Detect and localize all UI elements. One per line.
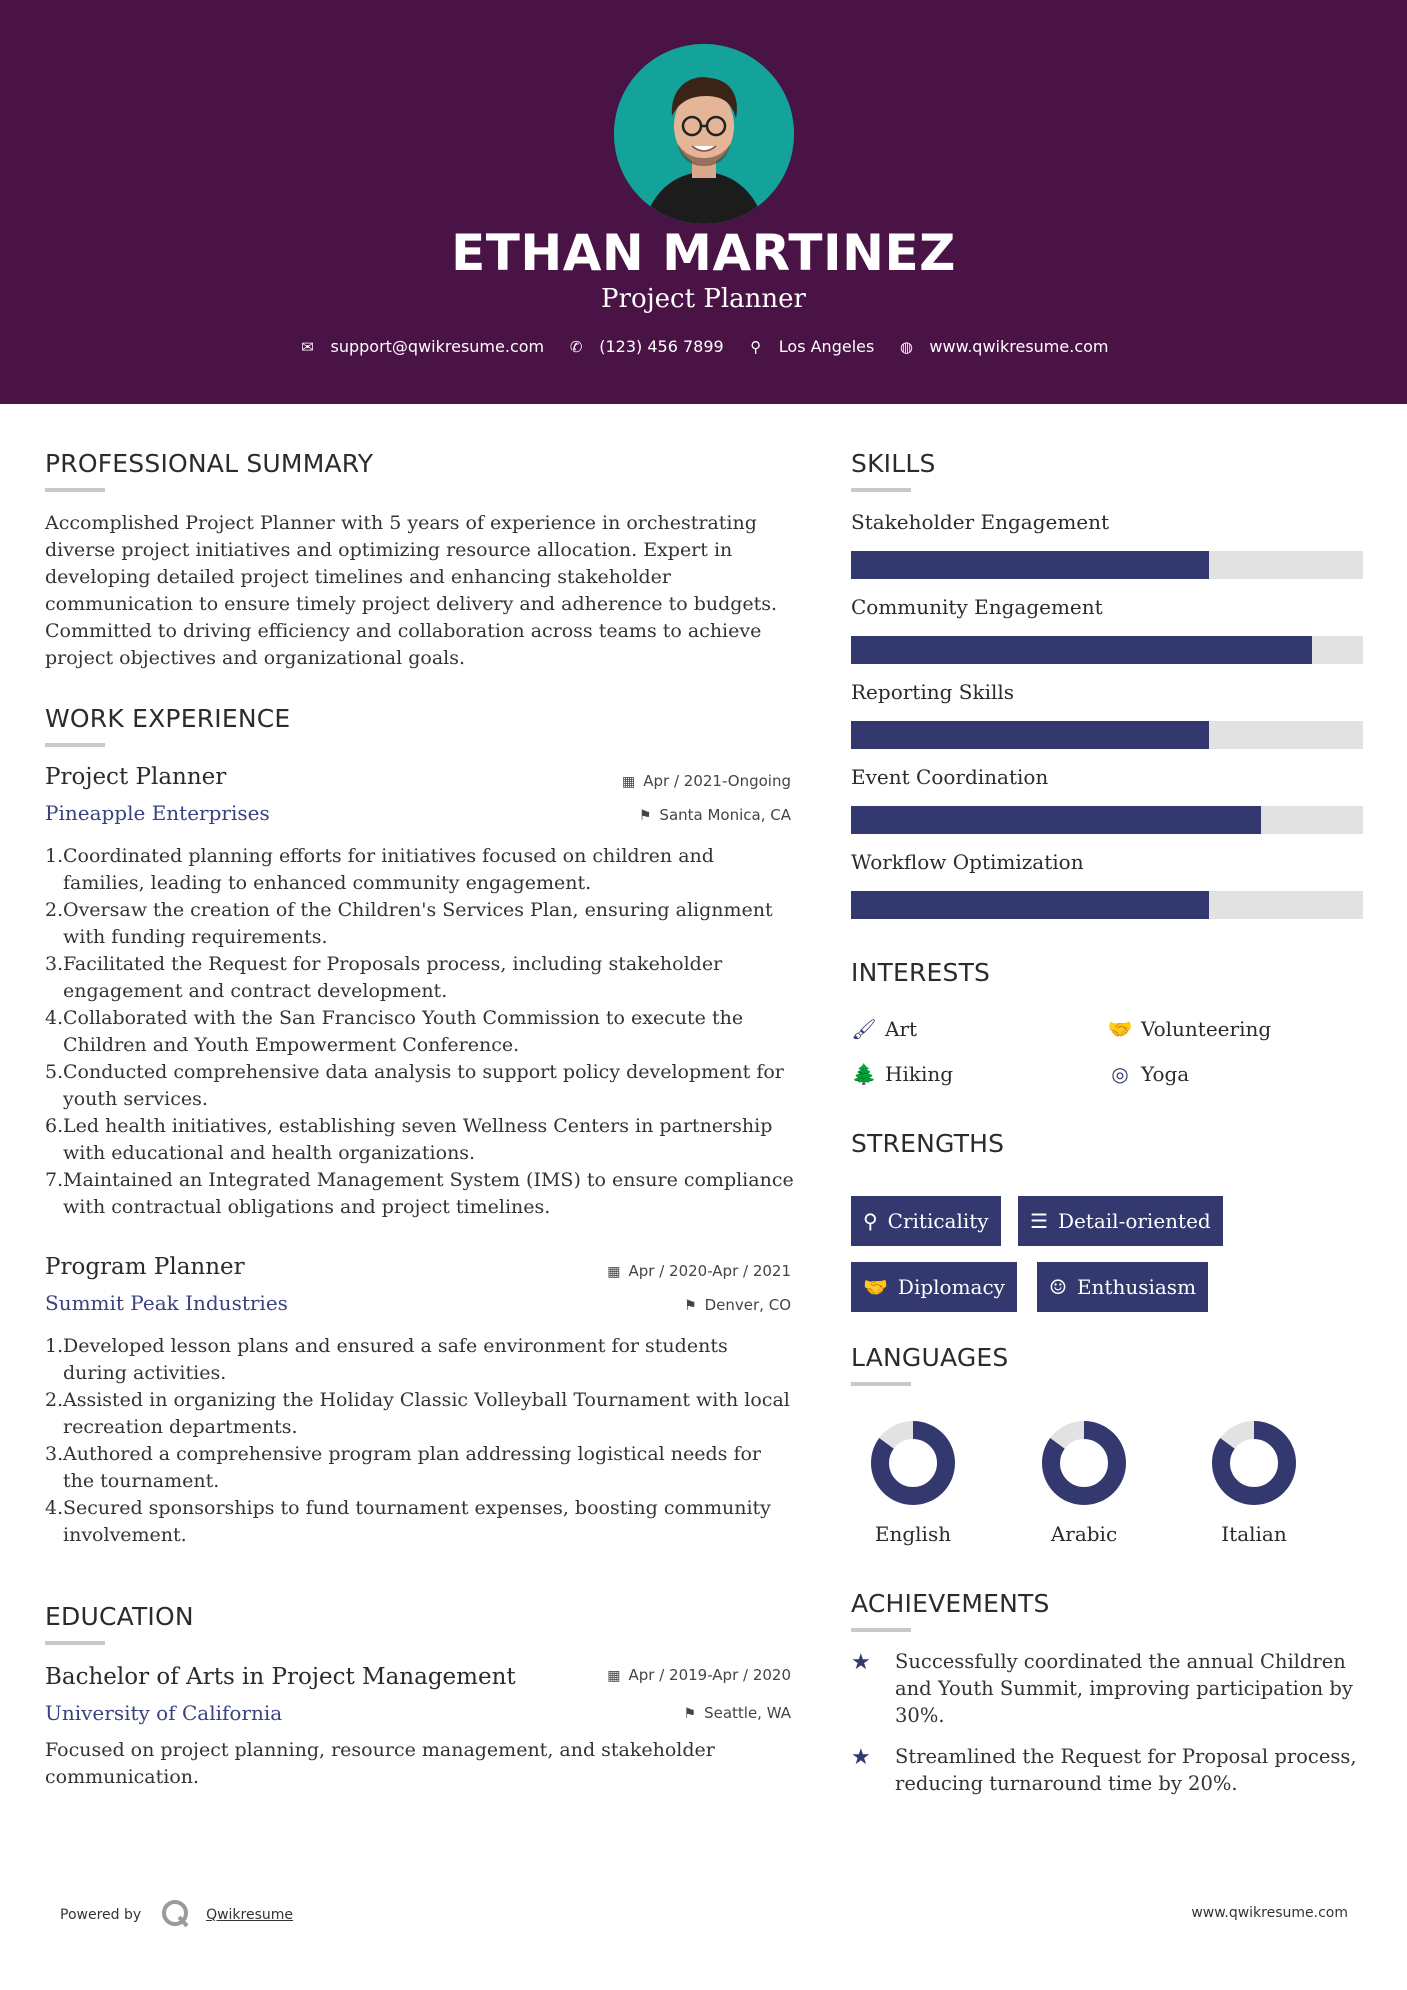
calendar-icon: ▦	[622, 774, 636, 790]
footer-site[interactable]: www.qwikresume.com	[1191, 1905, 1348, 1921]
achievements-underline	[851, 1628, 911, 1632]
pushpin-icon: ⚑	[684, 1298, 697, 1314]
skill-label: Event Coordination	[851, 765, 1049, 789]
person-avatar-icon	[614, 44, 794, 224]
list-item: Assisted in organizing the Holiday Classic Volleyball Tournament with local recreation departments.	[63, 1389, 790, 1438]
language-label: Arabic	[1050, 1522, 1118, 1546]
job-title: Program Planner	[45, 1254, 245, 1280]
languages-underline	[851, 1382, 911, 1386]
skill-bar-track	[851, 551, 1363, 579]
globe-icon: ◍	[899, 338, 913, 356]
contact-website[interactable]: ◍ www.qwikresume.com	[897, 337, 1108, 356]
pushpin-icon: ⚑	[683, 1706, 697, 1722]
list-item: Maintained an Integrated Management System (IMS) to ensure compliance with contractual obligations and project timelines.	[63, 1169, 794, 1218]
strength-chip: ⚲ Criticality	[851, 1196, 1001, 1246]
education-dates: ▦ Apr / 2019-Apr / 2020	[607, 1666, 791, 1684]
interest-hiking: 🌲 Hiking	[851, 1062, 954, 1086]
skill-bar-track	[851, 891, 1363, 919]
list-item: Oversaw the creation of the Children's Services Plan, ensuring alignment with funding requirements.	[63, 899, 773, 948]
skill-bar-track	[851, 636, 1363, 664]
contact-location: ⚲ Los Angeles	[747, 337, 875, 356]
list-item: Facilitated the Request for Proposals process, including stakeholder engagement and contract development.	[63, 953, 723, 1002]
phone-icon: ✆	[569, 338, 583, 356]
profile-photo	[614, 44, 794, 224]
paintbrush-icon: 🖌	[851, 1017, 877, 1041]
skill-bar-fill	[851, 806, 1261, 834]
strengths-heading: STRENGTHS	[851, 1129, 1005, 1158]
skill-bar-track	[851, 806, 1363, 834]
job-location: ⚑ Denver, CO	[684, 1296, 791, 1314]
star-icon: ★	[851, 1650, 871, 1675]
strength-chip: 🤝 Diplomacy	[851, 1262, 1017, 1312]
envelope-icon: ✉	[301, 338, 314, 356]
job-bullets	[45, 1333, 797, 1549]
list-item: Developed lesson plans and ensured a safe environment for students during activities.	[63, 1335, 728, 1384]
languages-heading: LANGUAGES	[851, 1343, 1009, 1372]
resume-header	[0, 0, 1407, 404]
skill-label: Stakeholder Engagement	[851, 510, 1110, 534]
lifebuoy-icon: ◎	[1111, 1062, 1129, 1086]
list-icon: ☰	[1030, 1209, 1048, 1233]
footer-powered-by: Powered by Qwikresume	[60, 1898, 293, 1932]
star-icon: ★	[851, 1745, 871, 1770]
job-location: ⚑ Santa Monica, CA	[638, 806, 791, 824]
calendar-icon: ▦	[607, 1264, 621, 1280]
list-item: Coordinated planning efforts for initiatives focused on children and families, leading to enhanced community engagement.	[63, 845, 714, 894]
job-bullets	[45, 843, 797, 1221]
job-company: Summit Peak Industries	[45, 1291, 288, 1315]
qwikresume-link[interactable]: Qwikresume	[206, 1907, 294, 1923]
summary-heading: PROFESSIONAL SUMMARY	[45, 449, 374, 478]
interest-yoga: ◎ Yoga	[1107, 1062, 1189, 1086]
job-title: Project Planner	[45, 764, 227, 790]
education-heading: EDUCATION	[45, 1602, 194, 1631]
interest-art: 🖌 Art	[851, 1017, 918, 1041]
list-item: Conducted comprehensive data analysis to support policy development for youth services.	[63, 1061, 784, 1110]
skill-label: Community Engagement	[851, 595, 1103, 619]
list-item: Led health initiatives, establishing seven Wellness Centers in partnership with educational and health organizations.	[63, 1115, 773, 1164]
skills-heading: SKILLS	[851, 449, 936, 478]
strength-chip: ☰ Detail-oriented	[1018, 1196, 1223, 1246]
education-underline	[45, 1641, 105, 1645]
contact-email[interactable]: ✉ support@qwikresume.com	[299, 337, 545, 356]
skills-underline	[851, 488, 911, 492]
list-item: Collaborated with the San Francisco Youth Commission to execute the Children and Youth Empowerment Conference.	[63, 1007, 744, 1056]
handshake-icon: 🤝	[863, 1275, 888, 1299]
pushpin-icon: ⚑	[638, 808, 652, 824]
degree-title: Bachelor of Arts in Project Management	[45, 1664, 516, 1690]
candidate-title: Project Planner	[601, 284, 806, 314]
job-dates: ▦ Apr / 2021-Ongoing	[622, 772, 791, 790]
education-location: ⚑ Seattle, WA	[683, 1704, 791, 1722]
interest-volunteering: 🤝 Volunteering	[1107, 1017, 1272, 1041]
skill-bar-fill	[851, 551, 1209, 579]
language-donut	[868, 1418, 958, 1508]
candidate-name: ETHAN MARTINEZ	[451, 224, 956, 282]
language-label: Italian	[1221, 1522, 1287, 1546]
experience-underline	[45, 743, 105, 747]
job-dates: ▦ Apr / 2020-Apr / 2021	[607, 1262, 791, 1280]
calendar-icon: ▦	[607, 1668, 621, 1684]
language-label: English	[874, 1522, 952, 1546]
list-item: Secured sponsorships to fund tournament expenses, boosting community involvement.	[63, 1497, 771, 1546]
interests-heading: INTERESTS	[851, 958, 991, 987]
search-icon: ⚲	[863, 1209, 878, 1233]
language-donut	[1039, 1418, 1129, 1508]
education-text: Focused on project planning, resource management, and stakeholder communication.	[45, 1739, 715, 1788]
summary-underline	[45, 488, 105, 492]
map-pin-icon: ⚲	[750, 338, 762, 356]
smile-icon: ☺	[1049, 1275, 1067, 1299]
contact-phone[interactable]: ✆ (123) 456 7899	[567, 337, 723, 356]
skill-bar-fill	[851, 636, 1312, 664]
skill-bar-fill	[851, 891, 1209, 919]
contact-bar	[0, 337, 1407, 356]
skill-bar-fill	[851, 721, 1209, 749]
skill-label: Workflow Optimization	[851, 850, 1084, 874]
achievements-heading: ACHIEVEMENTS	[851, 1589, 1050, 1618]
skill-label: Reporting Skills	[851, 680, 1015, 704]
handshake-icon: 🤝	[1107, 1017, 1133, 1041]
summary-text: Accomplished Project Planner with 5 years of experience in orchestrating diverse project initiatives and optimizing resource allocation. Expert in developing detailed project timelines and enhancing stakeholder communication to ensure timely project delivery and adherence to budgets. Committed to driving efficiency and collaboration across teams to achieve project objectives and organizational goals.	[45, 512, 778, 669]
experience-heading: WORK EXPERIENCE	[45, 704, 291, 733]
school-name: University of California	[45, 1701, 283, 1725]
qwikresume-logo-icon	[160, 1898, 190, 1932]
skill-bar-track	[851, 721, 1363, 749]
language-donut	[1209, 1418, 1299, 1508]
strength-chip: ☺ Enthusiasm	[1037, 1262, 1208, 1312]
tree-icon: 🌲	[851, 1062, 877, 1086]
job-company: Pineapple Enterprises	[45, 801, 270, 825]
list-item: Authored a comprehensive program plan addressing logistical needs for the tournament.	[63, 1443, 761, 1492]
